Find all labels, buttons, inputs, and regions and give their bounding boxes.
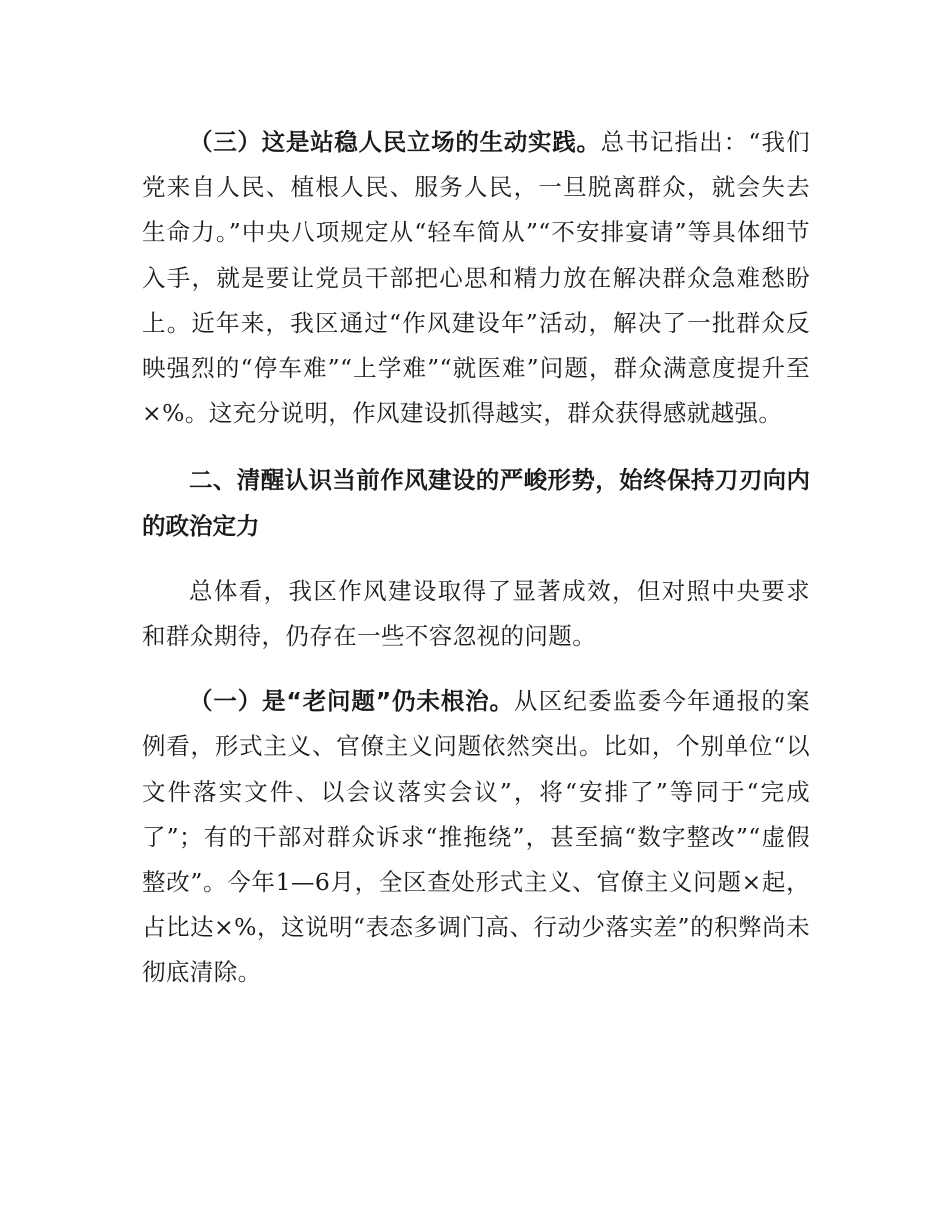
heading-part-two: 二、清醒认识当前作风建设的严峻形势，始终保持刀刃向内的政治定力 [142,466,810,540]
paragraph-section-three [142,120,810,436]
section-three-body: 总书记指出：“我们党来自人民、植根人民、服务人民，一旦脱离群众，就会失去生命力。”中央八项规定从“轻车简从”“不安排宴请”等具体细节入手，就是要让党员干部把心思和精力放在解决群众急难愁盼上。近年来，我区通过“作风建设年”活动，解决了一批群众反映强烈的“停车难”“上学难”“就医难”问题，群众满意度提升至×%。这充分说明，作风建设抓得越实，群众获得感就越强。 [142,128,810,428]
subsection-one-body: 从区纪委监委今年通报的案例看，形式主义、官僚主义问题依然突出。比如，个别单位“以文件落实文件、以会议落实会议”，将“安排了”等同于“完成了”；有的干部对群众诉求“推拖绕”，甚至搞“数字整改”“虚假整改”。今年1—6月，全区查处形式主义、官僚主义问题×起，占比达×%，这说明“表态多调门高、行动少落实差”的积弊尚未彻底清除。 [142,687,810,987]
section-three-lead: （三）这是站稳人民立场的生动实践。 [189,128,601,156]
subsection-one-lead: （一）是“老问题”仍未根治。 [189,687,514,716]
document-page [142,120,810,996]
paragraph-subsection-one [142,679,810,995]
paragraph-overview: 总体看，我区作风建设取得了显著成效，但对照中央要求和群众期待，仍存在一些不容忽视的问题。 [142,576,810,651]
